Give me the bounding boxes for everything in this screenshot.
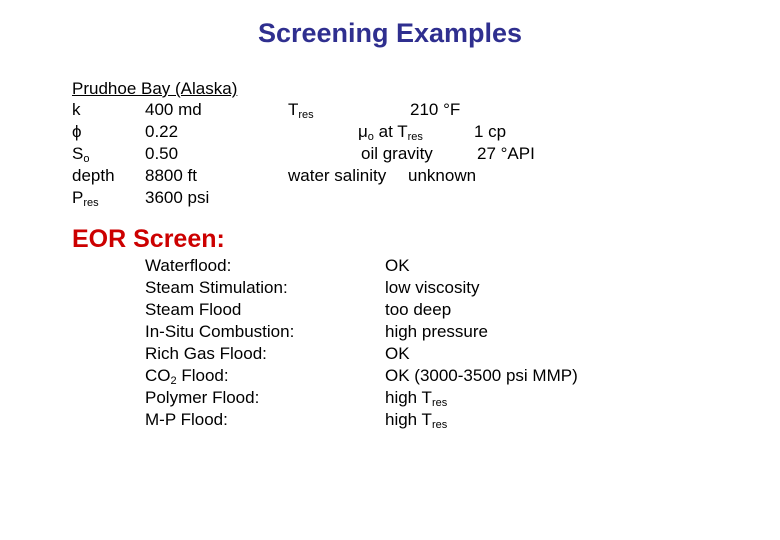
eor-result-steam-stimulation: low viscosity — [385, 278, 480, 297]
viscosity-label: $\mu_o$ at $T_{res}$ — [358, 122, 423, 143]
eor-result-steam-flood: too deep — [385, 300, 452, 319]
prop-label-pres: $P_{res}$ — [72, 188, 99, 209]
oil-gravity-label: oil gravity — [361, 144, 433, 163]
eor-result-mp-flood: high $T_{res}$ — [385, 410, 448, 431]
eor-result-in-situ-combustion: high pressure — [385, 322, 489, 341]
prop-value-depth: 8800 ft — [145, 166, 197, 185]
eor-method-steam-stimulation: Steam Stimulation: — [145, 278, 288, 297]
eor-heading: EOR Screen: — [72, 225, 225, 253]
water-salinity-label: water salinity — [288, 166, 387, 185]
prop-value-k: 400 md — [145, 100, 202, 119]
oil-gravity-value: 27 °API — [477, 144, 535, 163]
prop-label-porosity: ϕ — [72, 122, 82, 141]
eor-method-in-situ-combustion: In-Situ Combustion: — [145, 322, 295, 341]
tres-value: 210 °F — [410, 100, 461, 119]
prop-label-k: k — [72, 100, 81, 119]
prop-label-depth: depth — [72, 166, 115, 185]
prop-value-so: 0.50 — [145, 144, 179, 163]
prop-value-porosity: 0.22 — [145, 122, 179, 141]
eor-method-steam-flood: Steam Flood — [145, 300, 242, 319]
eor-result-polymer-flood: high $T_{res}$ — [385, 388, 448, 409]
prop-value-pres: 3600 psi — [145, 188, 210, 207]
prop-label-so: $S_o$ — [72, 144, 90, 165]
eor-result-waterflood: OK — [385, 256, 410, 275]
eor-method-co2-flood: $CO_2$ Flood: — [145, 366, 229, 387]
eor-result-co2-flood: OK (3000-3500 psi MMP) — [385, 366, 578, 385]
field-name: Prudhoe Bay (Alaska) — [72, 79, 238, 98]
water-salinity-value: unknown — [408, 166, 477, 185]
eor-method-rich-gas-flood: Rich Gas Flood: — [145, 344, 267, 363]
eor-result-rich-gas-flood: OK — [385, 344, 410, 363]
eor-method-mp-flood: M-P Flood: — [145, 410, 228, 429]
eor-method-polymer-flood: Polymer Flood: — [145, 388, 260, 407]
page-title: Screening Examples — [257, 18, 523, 48]
eor-method-waterflood: Waterflood: — [145, 256, 232, 275]
viscosity-value: 1 cp — [474, 122, 507, 141]
tres-label: $T_{res}$ — [288, 100, 314, 121]
